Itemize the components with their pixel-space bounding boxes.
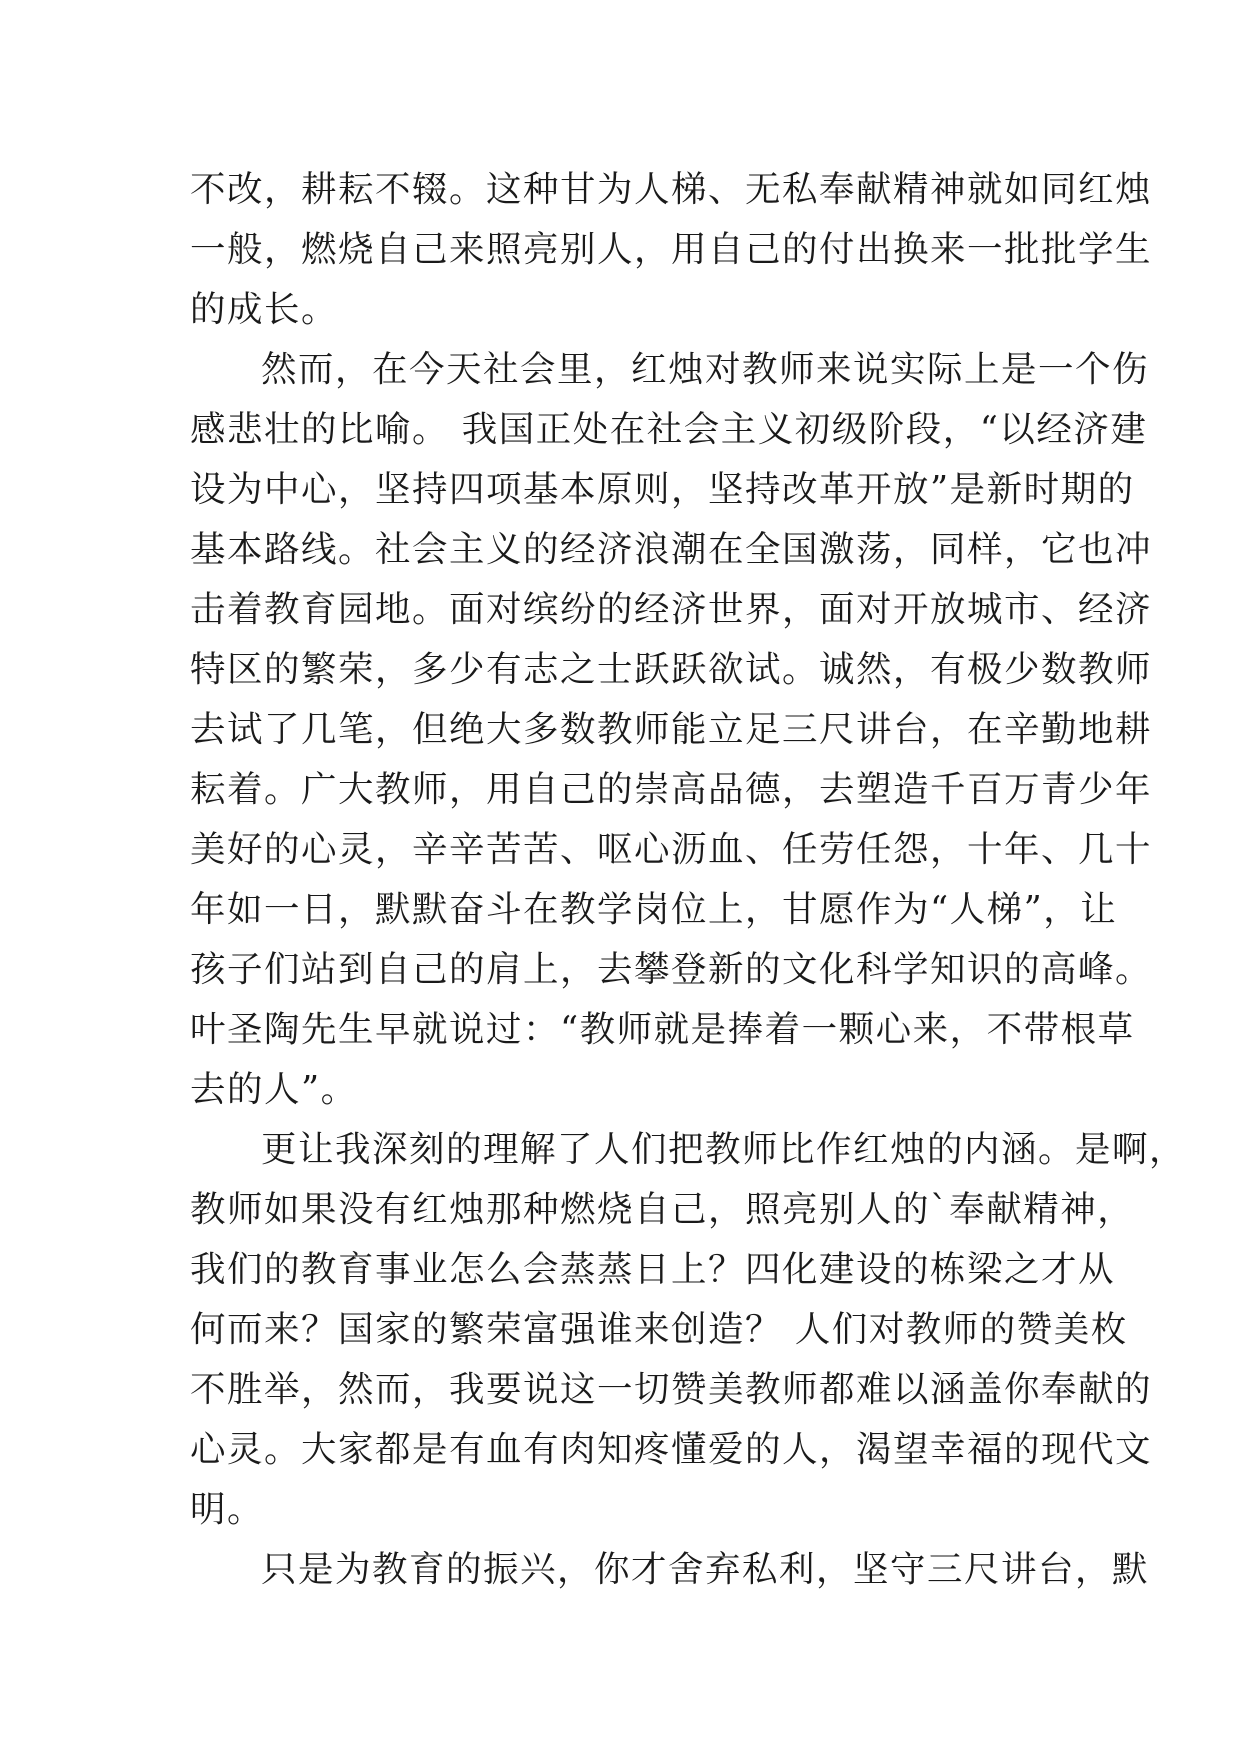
text-line: 不改，耕耘不辍。这种甘为人梯、无私奉献精神就如同红烛 [190, 169, 1153, 210]
text-line: 一般，燃烧自己来照亮别人，用自己的付出换来一批批学生 [190, 229, 1153, 270]
text-line: 耘着。广大教师，用自己的崇高品德，去塑造千百万青少年 [190, 769, 1153, 810]
text-line: 教师如果没有红烛那种燃烧自己，照亮别人的`奉献精神， [190, 1189, 1135, 1230]
text-line: 基本路线。社会主义的经济浪潮在全国激荡，同样，它也冲 [190, 529, 1153, 570]
text-line: 何而来？国家的繁荣富强谁来创造？ 人们对教师的赞美枚 [190, 1309, 1128, 1350]
paragraph-4 [190, 1540, 1150, 1600]
text-line: 美好的心灵，辛辛苦苦、呕心沥血、任劳任怨，十年、几十 [190, 829, 1153, 870]
text-line: 特区的繁荣，多少有志之士跃跃欲试。诚然，有极少数教师 [190, 649, 1153, 690]
text-line: 明。 [190, 1489, 265, 1530]
text-line: 叶圣陶先生早就说过：“教师就是捧着一颗心来，不带根草 [190, 1009, 1135, 1050]
text-line: 年如一日，默默奋斗在教学岗位上，甘愿作为“人梯”，让 [190, 889, 1118, 930]
text-line: 的成长。 [190, 289, 339, 330]
text-line: 更让我深刻的理解了人们把教师比作红烛的内涵。是啊， [261, 1129, 1187, 1170]
paragraph-1 [190, 160, 1153, 340]
paragraph-2 [190, 340, 1153, 1120]
text-line: 击着教育园地。面对缤纷的经济世界，面对开放城市、经济 [190, 589, 1153, 630]
text-line: 然而，在今天社会里，红烛对教师来说实际上是一个伤 [261, 349, 1150, 390]
text-line: 不胜举，然而，我要说这一切赞美教师都难以涵盖你奉献的 [190, 1369, 1153, 1410]
text-line: 只是为教育的振兴，你才舍弃私利，坚守三尺讲台，默 [261, 1549, 1150, 1590]
paragraph-3 [190, 1120, 1187, 1540]
text-line: 去试了几笔，但绝大多数教师能立足三尺讲台，在辛勤地耕 [190, 709, 1153, 750]
text-line: 我们的教育事业怎么会蒸蒸日上？四化建设的栋梁之才从 [190, 1249, 1116, 1290]
text-line: 设为中心，坚持四项基本原则，坚持改革开放”是新时期的 [190, 469, 1135, 510]
text-line: 去的人”。 [190, 1069, 358, 1110]
body-text [190, 160, 1187, 1600]
text-line: 感悲壮的比喻。 我国正处在社会主义初级阶段，“以经济建 [190, 409, 1148, 450]
text-line: 孩子们站到自己的肩上，去攀登新的文化科学知识的高峰。 [190, 949, 1153, 990]
text-line: 心灵。大家都是有血有肉知疼懂爱的人，渴望幸福的现代文 [190, 1429, 1153, 1470]
